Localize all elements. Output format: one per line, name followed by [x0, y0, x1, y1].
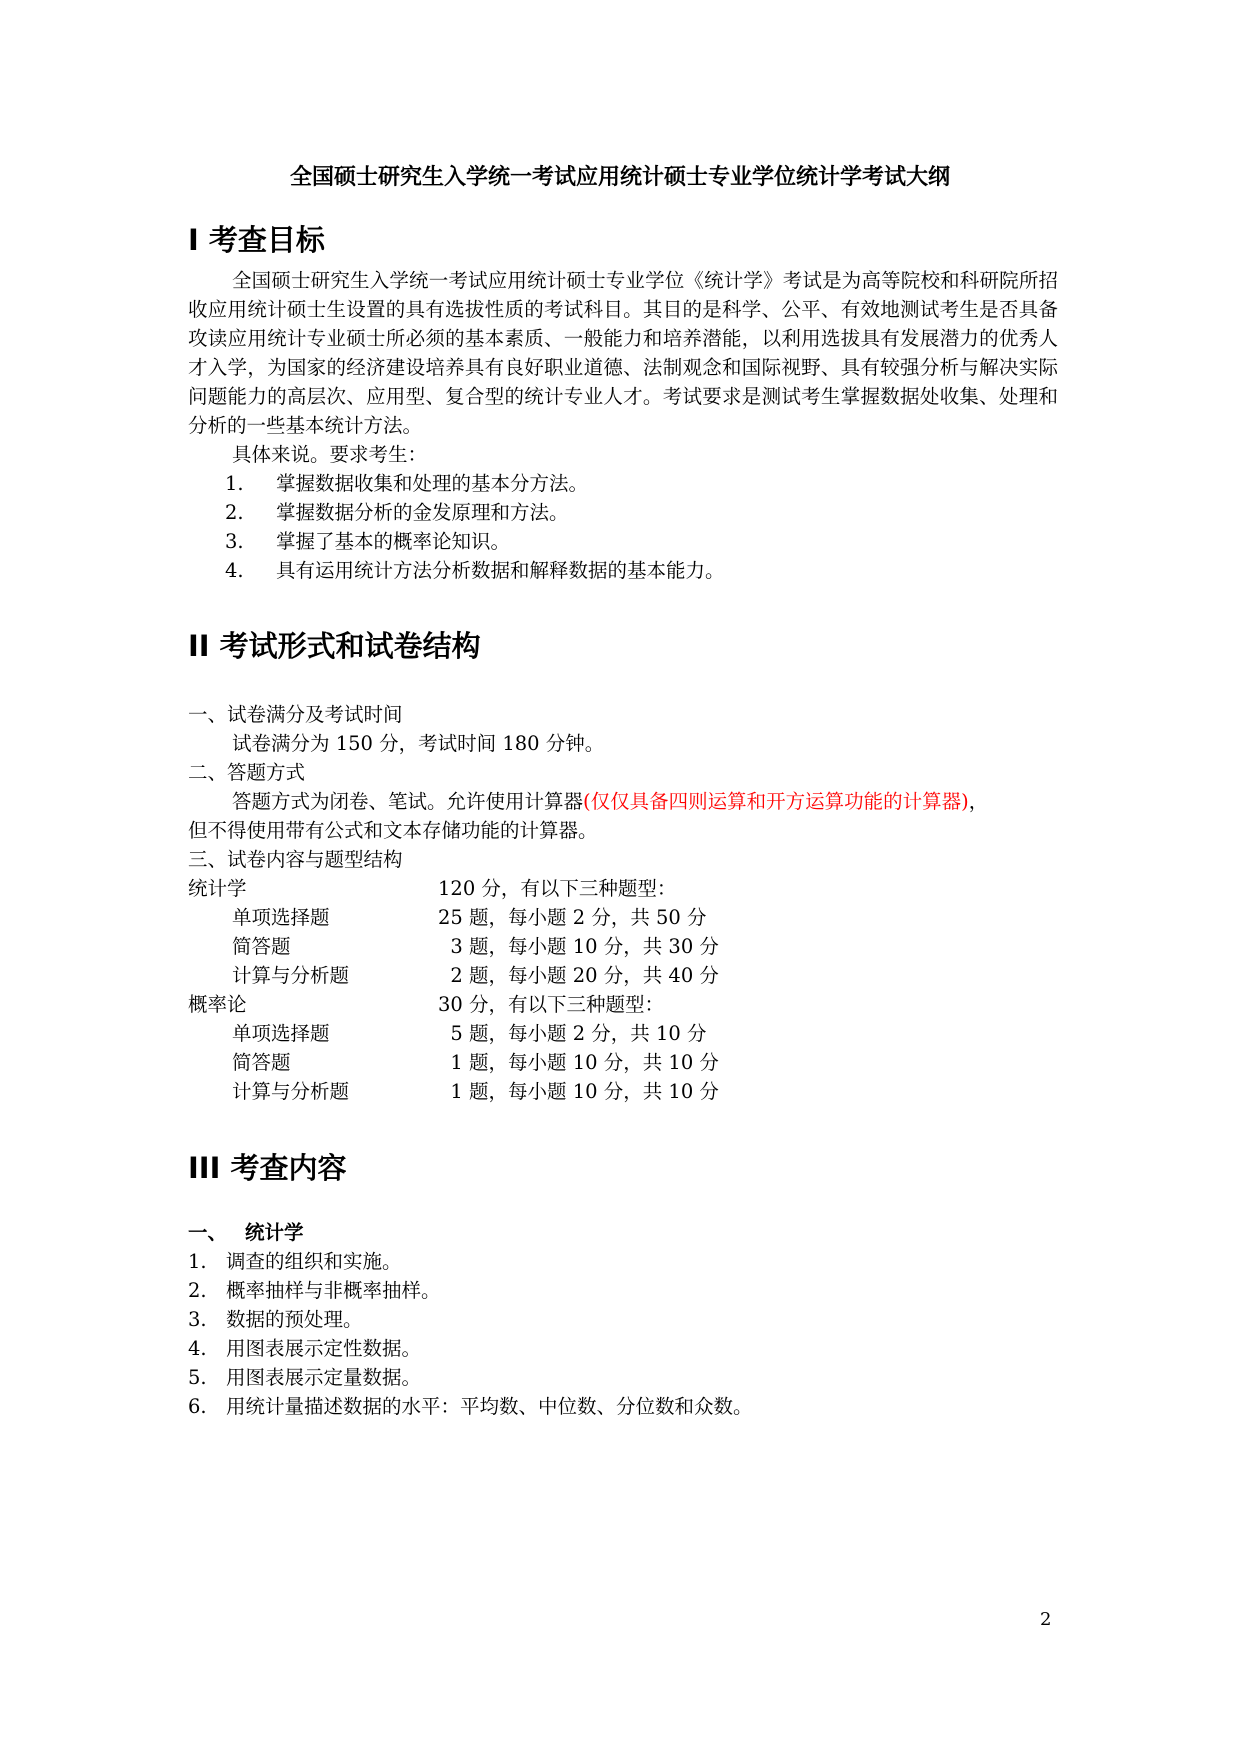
- list-item-number: 4.: [188, 1337, 207, 1360]
- structure-label: 计算与分析题: [232, 1080, 350, 1103]
- answer-method-part: 答题方式为闭卷、笔试。允许使用计算器: [232, 790, 584, 813]
- structure-value: 3 题，每小题 10 分，共 30 分: [438, 935, 719, 958]
- structure-label: 单项选择题: [232, 906, 330, 929]
- subsection-number: 一、: [188, 1221, 228, 1244]
- section-heading-format: II 考试形式和试卷结构: [188, 629, 481, 663]
- structure-label: 单项选择题: [232, 1022, 330, 1045]
- list-item: 用统计量描述数据的水平：平均数、中位数、分位数和众数。: [226, 1395, 753, 1418]
- answer-method-text: [232, 787, 988, 816]
- subsection-title: 二、答题方式: [188, 761, 306, 784]
- structure-value: 30 分，有以下三种题型：: [438, 993, 665, 1016]
- list-item: 用图表展示定量数据。: [226, 1366, 422, 1389]
- list-item-number: 3.: [188, 1308, 207, 1331]
- structure-label: 计算与分析题: [232, 964, 350, 987]
- list-item: 掌握数据分析的金发原理和方法。: [276, 501, 569, 524]
- subsection-title: 三、试卷内容与题型结构: [188, 848, 403, 871]
- list-item: 用图表展示定性数据。: [226, 1337, 422, 1360]
- structure-value: 1 题，每小题 10 分，共 10 分: [438, 1080, 719, 1103]
- list-item: 概率抽样与非概率抽样。: [226, 1279, 441, 1302]
- structure-value: 2 题，每小题 20 分，共 40 分: [438, 964, 719, 987]
- list-item: 数据的预处理。: [226, 1308, 363, 1331]
- list-item-number: 4.: [225, 559, 244, 582]
- structure-label: 统计学: [188, 877, 247, 900]
- list-item: 具有运用统计方法分析数据和解释数据的基本能力。: [276, 559, 725, 582]
- structure-label: 简答题: [232, 935, 291, 958]
- section-heading-objectives: I 考查目标: [188, 223, 325, 257]
- subsection-title: 一、试卷满分及考试时间: [188, 703, 403, 726]
- subsection-title: 统计学: [245, 1221, 304, 1244]
- structure-value: 1 题，每小题 10 分，共 10 分: [438, 1051, 719, 1074]
- structure-value: 120 分，有以下三种题型：: [438, 877, 677, 900]
- structure-value: 5 题，每小题 2 分，共 10 分: [438, 1022, 707, 1045]
- list-item: 掌握了基本的概率论知识。: [276, 530, 511, 553]
- structure-label: 概率论: [188, 993, 247, 1016]
- list-item: 调查的组织和实施。: [226, 1250, 402, 1273]
- answer-method-continuation: 但不得使用带有公式和文本存储功能的计算器。: [188, 819, 598, 842]
- document-title: 全国硕士研究生入学统一考试应用统计硕士专业学位统计学考试大纲: [289, 165, 950, 190]
- score-time-text: 试卷满分为 150 分，考试时间 180 分钟。: [232, 732, 605, 755]
- list-item-number: 1.: [225, 472, 244, 495]
- calculator-note: (仅仅具备四则运算和开方运算功能的计算器): [583, 790, 969, 813]
- list-item-number: 5.: [188, 1366, 207, 1389]
- list-item-number: 1.: [188, 1250, 207, 1273]
- list-item-number: 3.: [225, 530, 244, 553]
- structure-label: 简答题: [232, 1051, 291, 1074]
- objectives-paragraph: 全国硕士研究生入学统一考试应用统计硕士专业学位《统计学》考试是为高等院校和科研院所招收应用统计硕士生设置的具有选拔性质的考试科目。其目的是科学、公平、有效地测试考生是否具备攻读应用统计专业硕士所必须的基本素质、一般能力和培养潜能，以利用选拔具有发展潜力的优秀人才入学，为国家的经济建设培养具有良好职业道德、法制观念和国际视野、具有较强分析与解决实际问题能力的高层次、应用型、复合型的统计专业人才。考试要求是测试考生掌握数据处收集、处理和分析的一些基本统计方法。: [188, 269, 1058, 437]
- section-heading-content: III 考查内容: [188, 1151, 347, 1185]
- structure-value: 25 题，每小题 2 分，共 50 分: [438, 906, 707, 929]
- list-item-number: 6.: [188, 1395, 207, 1418]
- list-item-number: 2.: [188, 1279, 207, 1302]
- list-item-number: 2.: [225, 501, 244, 524]
- list-item: 掌握数据收集和处理的基本分方法。: [276, 472, 589, 495]
- page-number: 2: [1040, 1609, 1052, 1630]
- answer-method-punct: ，: [968, 790, 989, 813]
- requirements-intro: 具体来说。要求考生：: [232, 443, 428, 466]
